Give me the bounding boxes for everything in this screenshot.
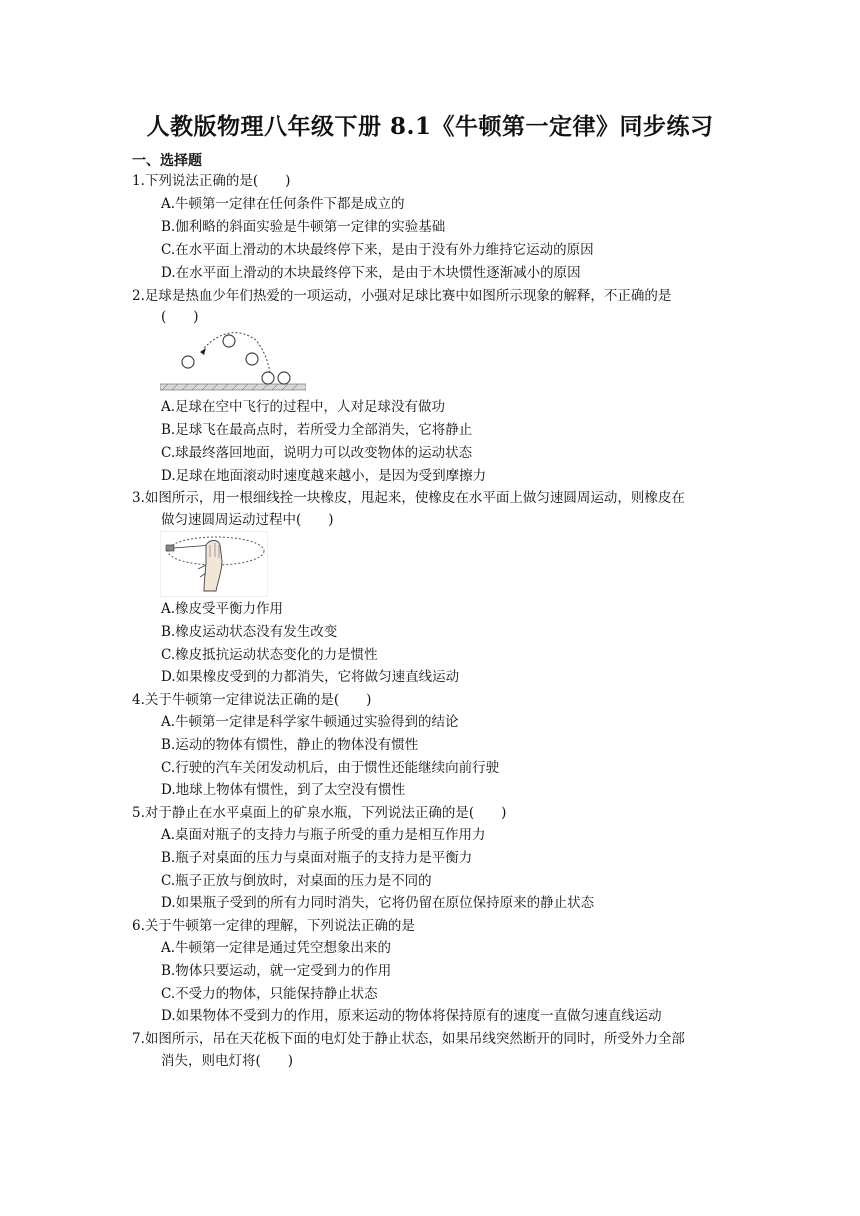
question-3-stem-cont: 做匀速圆周运动过程中( ): [161, 512, 334, 528]
question-3-option-a: A.橡皮受平衡力作用: [161, 601, 284, 617]
question-1-option-c: C.在水平面上滑动的木块最终停下来，是由于没有外力维持它运动的原因: [161, 242, 594, 258]
question-4-option-a: A.牛顿第一定律是科学家牛顿通过实验得到的结论: [161, 714, 459, 730]
page-title: 人教版物理八年级下册 8.1《牛顿第一定律》同步练习: [146, 113, 714, 140]
question-2-stem: 2.足球是热血少年们热爱的一项运动，小强对足球比赛中如图所示现象的解释，不正确的是: [132, 288, 672, 304]
question-3-stem: 3.如图所示，用一根细线拴一块橡皮，甩起来，使橡皮在水平面上做匀速圆周运动，则橡皮在: [132, 490, 685, 506]
section-heading: 一、选择题: [132, 153, 202, 169]
question-2-option-b: B.足球飞在最高点时，若所受力全部消失，它将静止: [161, 422, 473, 438]
question-5-option-c: C.瓶子正放与倒放时，对桌面的压力是不同的: [161, 873, 432, 889]
eraser-circular-motion-figure: [160, 531, 268, 597]
question-3-option-b: B.橡皮运动状态没有发生改变: [161, 624, 338, 640]
question-5-option-d: D.如果瓶子受到的所有力同时消失，它将仍留在原位保持原来的静止状态: [161, 895, 595, 911]
question-5-option-a: A.桌面对瓶子的支持力与瓶子所受的重力是相互作用力: [161, 827, 486, 843]
question-4-stem: 4.关于牛顿第一定律说法正确的是( ): [132, 692, 372, 708]
question-6-option-a: A.牛顿第一定律是通过凭空想象出来的: [161, 940, 392, 956]
question-3-option-c: C.橡皮抵抗运动状态变化的力是惯性: [161, 647, 378, 663]
question-1-option-b: B.伽利略的斜面实验是牛顿第一定律的实验基础: [161, 219, 446, 235]
question-6-option-d: D.如果物体不受到力的作用，原来运动的物体将保持原有的速度一直做匀速直线运动: [161, 1008, 662, 1024]
question-7-stem: 7.如图所示，吊在天花板下面的电灯处于静止状态，如果吊线突然断开的同时，所受外力全部: [132, 1031, 685, 1047]
question-4-option-c: C.行驶的汽车关闭发动机后，由于惯性还能继续向前行驶: [161, 760, 500, 776]
question-6-option-c: C.不受力的物体，只能保持静止状态: [161, 986, 378, 1002]
question-5-option-b: B.瓶子对桌面的压力与桌面对瓶子的支持力是平衡力: [161, 850, 473, 866]
question-6-option-b: B.物体只要运动，就一定受到力的作用: [161, 963, 392, 979]
question-3-option-d: D.如果橡皮受到的力都消失，它将做匀速直线运动: [161, 669, 460, 685]
question-7-stem-cont: 消失，则电灯将( ): [161, 1053, 294, 1069]
question-1-stem: 1.下列说法正确的是( ): [132, 173, 291, 189]
question-4-option-d: D.地球上物体有惯性，到了太空没有惯性: [161, 782, 406, 798]
question-6-stem: 6.关于牛顿第一定律的理解，下列说法正确的是: [132, 918, 415, 934]
question-1-option-a: A.牛顿第一定律在任何条件下都是成立的: [161, 196, 405, 212]
question-2-option-a: A.足球在空中飞行的过程中，人对足球没有做功: [161, 399, 446, 415]
question-5-stem: 5.对于静止在水平桌面上的矿泉水瓶，下列说法正确的是( ): [132, 805, 507, 821]
question-2-option-c: C.球最终落回地面，说明力可以改变物体的运动状态: [161, 445, 473, 461]
question-1-option-d: D.在水平面上滑动的木块最终停下来，是由于木块惯性逐渐减小的原因: [161, 265, 581, 281]
football-trajectory-figure: [160, 328, 306, 396]
question-2-option-d: D.足球在地面滚动时速度越来越小，是因为受到摩擦力: [161, 468, 487, 484]
question-2-stem-cont: ( ): [161, 309, 199, 325]
question-4-option-b: B.运动的物体有惯性，静止的物体没有惯性: [161, 737, 419, 753]
